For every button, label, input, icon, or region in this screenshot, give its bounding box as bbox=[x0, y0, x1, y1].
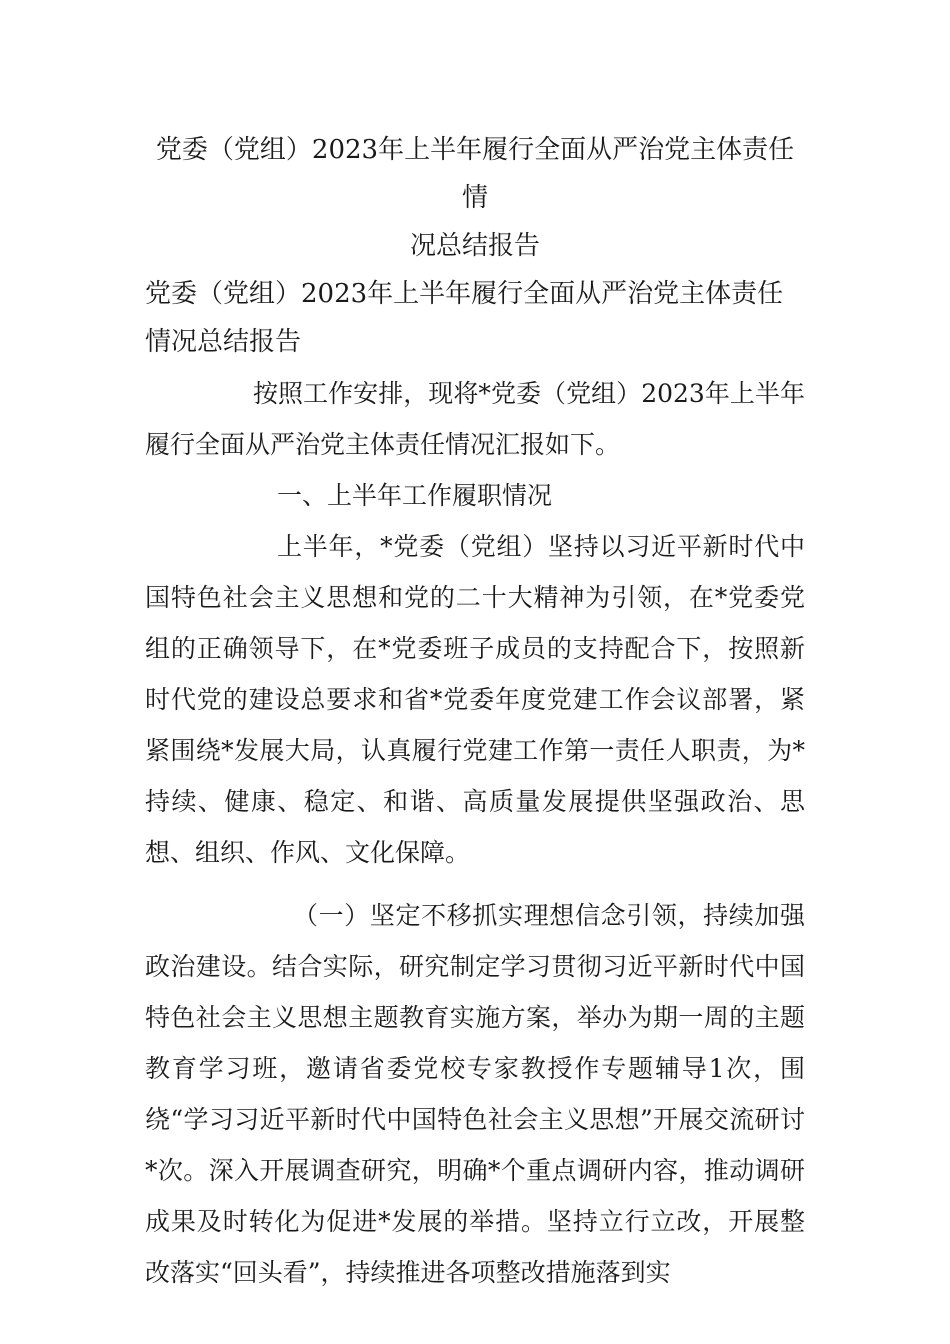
section-heading: 一、上半年工作履职情况 bbox=[277, 481, 553, 510]
document-subtitle: 党委（党组）2023年上半年履行全面从严治党主体责任情况总结报告 bbox=[145, 279, 784, 357]
intro-paragraph: 按照工作安排，现将*党委（党组）2023年上半年履行全面从严治党主体责任情况汇报如下。 bbox=[145, 379, 805, 459]
document-title bbox=[145, 126, 805, 270]
document-title-line-1: 党委（党组）2023年上半年履行全面从严治党主体责任情 bbox=[155, 135, 795, 213]
section-body-paragraph: 上半年，*党委（党组）坚持以习近平新时代中国特色社会主义思想和党的二十大精神为引领，在*党委党组的正确领导下，在*党委班子成员的支持配合下，按照新时代党的建设总要求和省*党委年度党建工作会议部署，紧紧围绕*发展大局，认真履行党建工作第一责任人职责，为*持续、健康、稳定、和谐、高质量发展提供坚强政治、思想、组织、作风、文化保障。 bbox=[145, 532, 805, 867]
subsection-paragraph: （一）坚定不移抓实理想信念引领，持续加强政治建设。结合实际，研究制定学习贯彻习近平新时代中国特色社会主义思想主题教育实施方案，举办为期一周的主题教育学习班，邀请省委党校专家教授作专题辅导1次，围绕“学习习近平新时代中国特色社会主义思想”开展交流研讨*次。深入开展调查研究，明确*个重点调研内容，推动调研成果及时转化为促进*发展的举措。坚持立行立改，开展整改落实“回头看”，持续推进各项整改措施落到实 bbox=[145, 901, 805, 1287]
document-page bbox=[145, 126, 805, 1298]
document-title-line-2: 况总结报告 bbox=[409, 231, 540, 261]
